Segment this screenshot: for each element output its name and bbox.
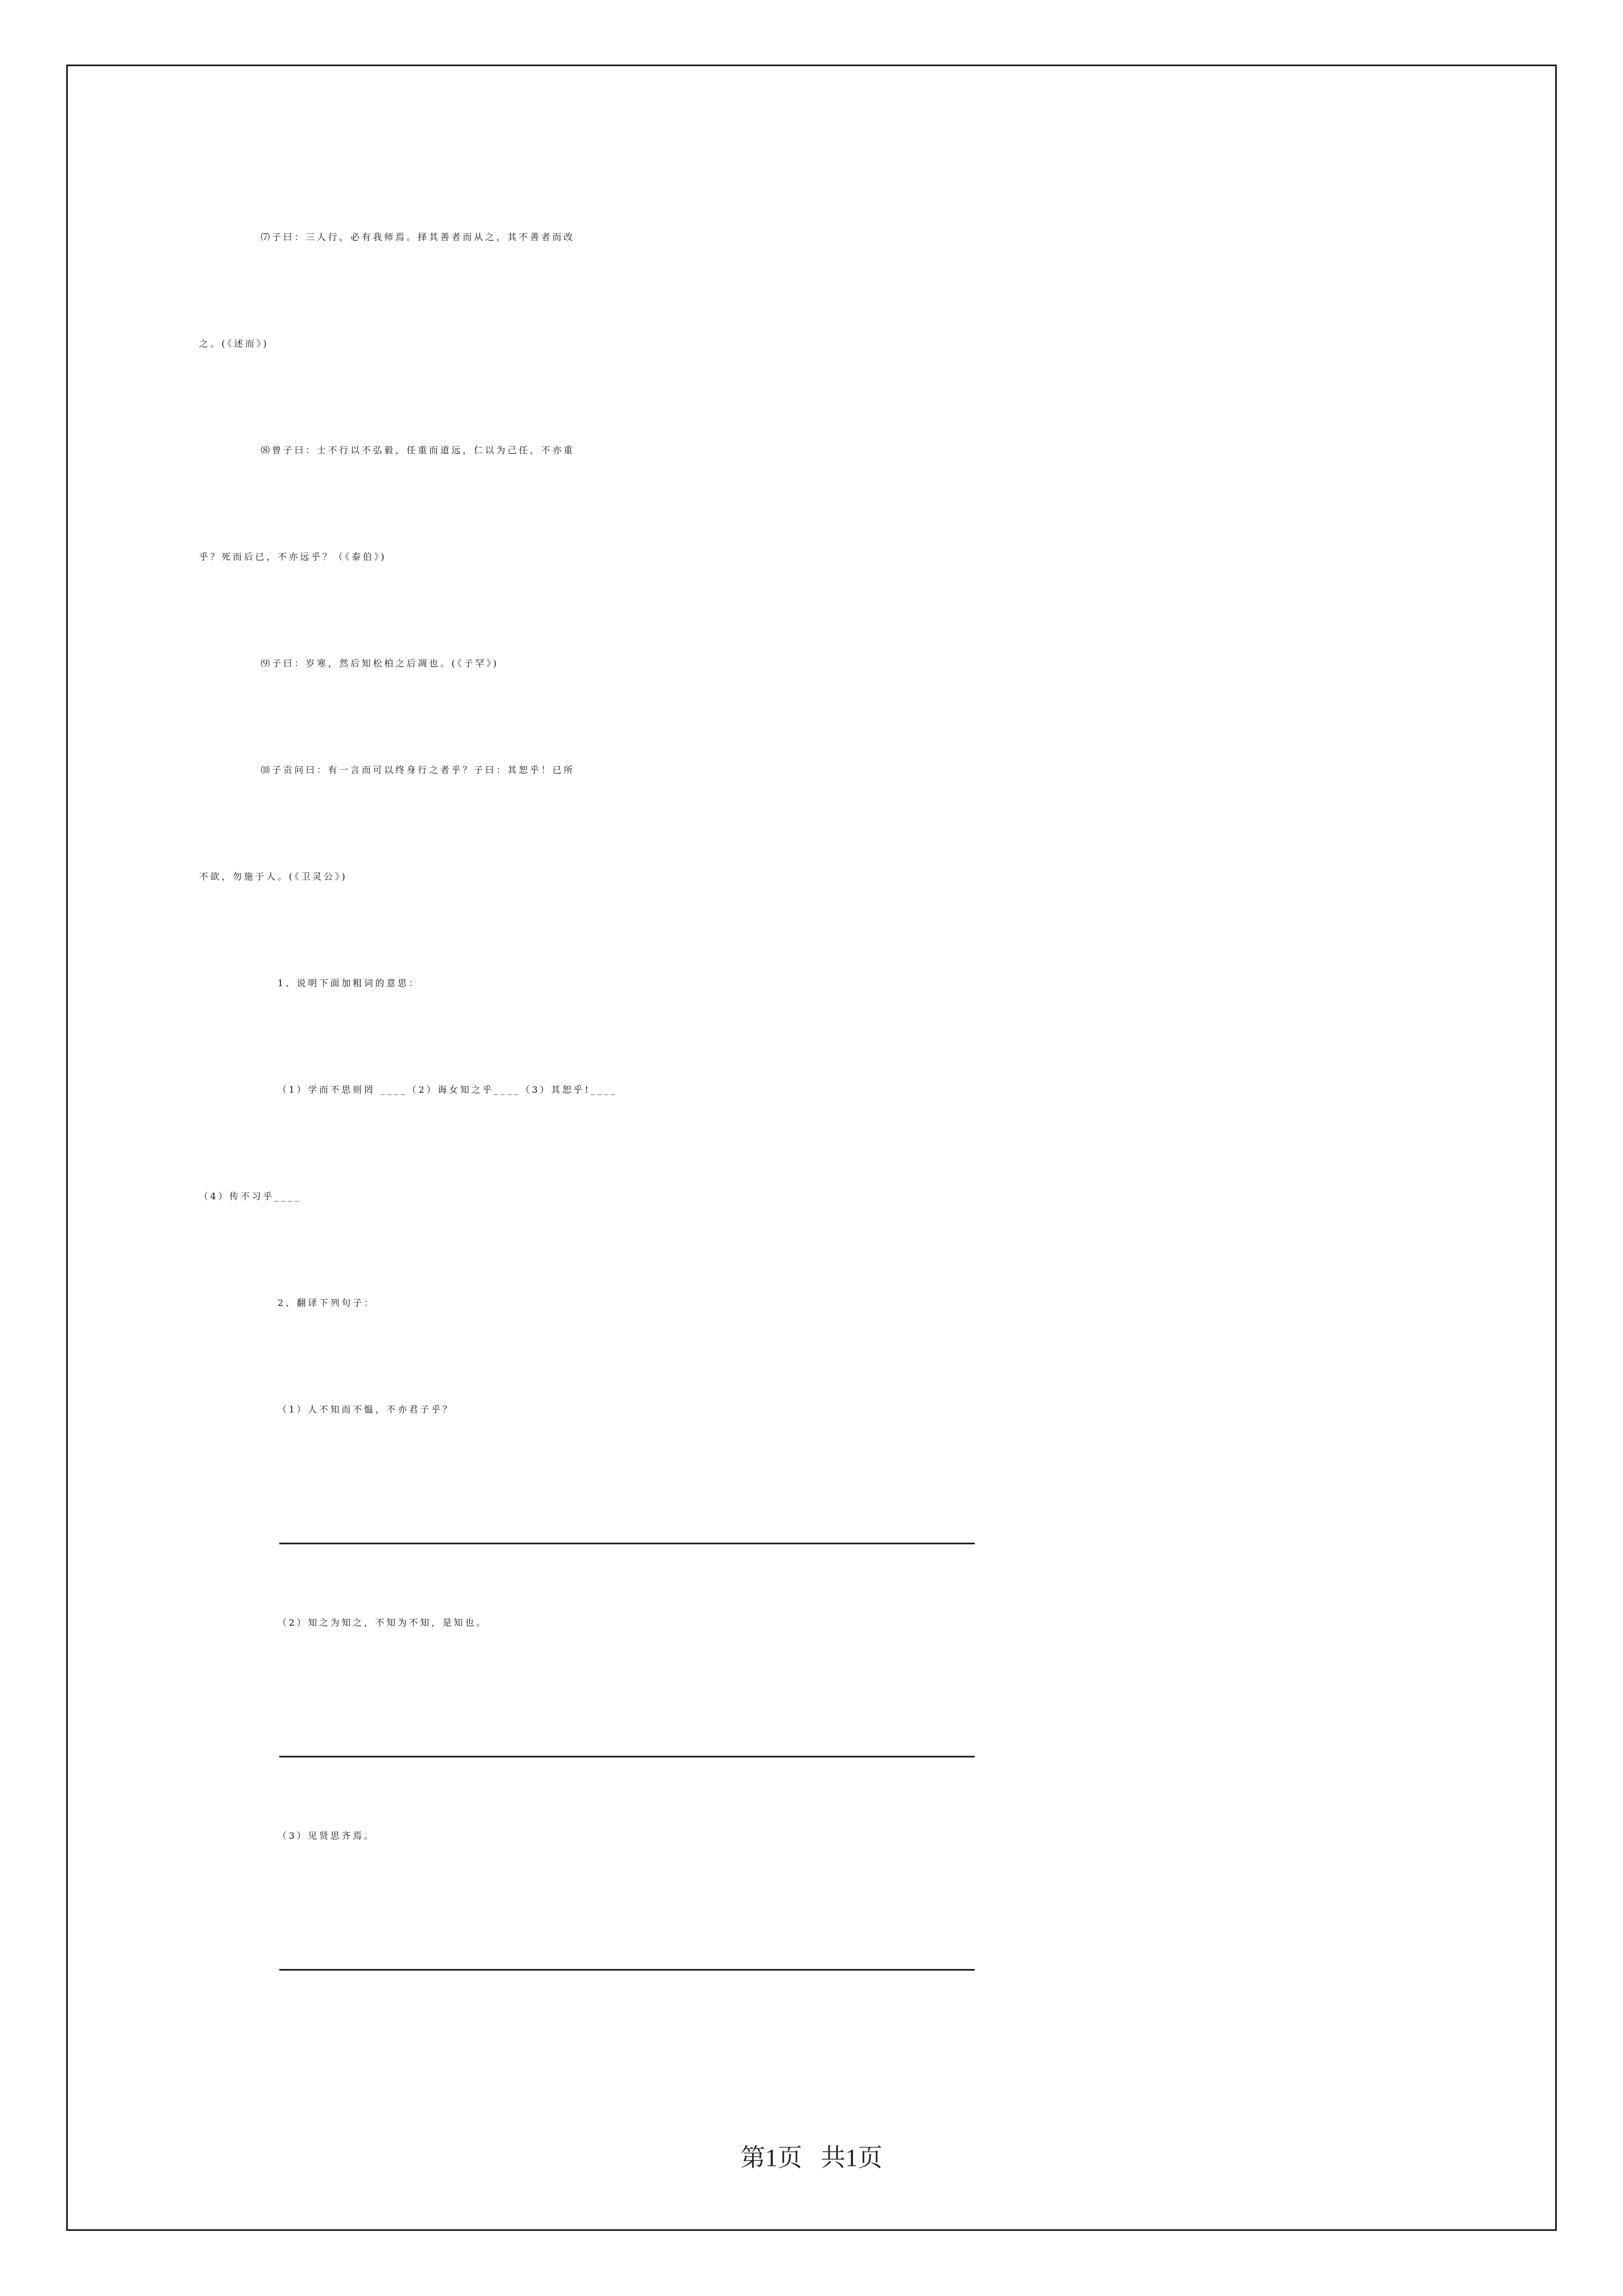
question-1-items-line-1: （1）学而不思则罔 ____（2）诲女知之乎____（3）其恕乎!____ [278,1084,618,1095]
answer-line-3[interactable] [279,1969,975,1971]
question-1-title: 1、说明下面加粗词的意思： [278,978,421,988]
question-2-item-1: （1）人不知而不愠，不亦君子乎？ [278,1404,454,1415]
passage-8-line-2: 乎？死而后已，不亦远乎？（《泰伯》) [199,551,387,562]
passage-7-line-1: ⑺子曰：三人行，必有我师焉。择其善者而从之，其不善者而改 [261,232,575,242]
answer-line-1[interactable] [279,1543,975,1544]
passage-10-line-2: 不欲，勿施于人。(《卫灵公》) [199,871,348,882]
answer-line-2[interactable] [279,1756,975,1757]
passage-9-line-1: ⑼子曰：岁寒，然后知松柏之后凋也。(《子罕》) [261,658,499,669]
question-2-item-3: （3）见贤思齐焉。 [278,1830,376,1841]
question-2-item-2: （2）知之为知之，不知为不知，是知也。 [278,1617,488,1628]
page-frame [66,65,1557,2231]
passage-7-line-2: 之。(《述而》) [199,338,269,349]
passage-8-line-1: ⑻曾子曰：士不行以不弘毅，任重而道远，仁以为己任，不亦重 [261,445,575,455]
passage-10-line-1: ⑽子贡问曰：有一言而可以终身行之者乎？子曰：其恕乎！已所 [261,765,575,775]
question-1-items-line-2: （4）传不习乎____ [199,1191,302,1202]
page-footer: 第1页 共1页 [740,2144,883,2171]
question-2-title: 2、翻译下列句子： [278,1297,376,1308]
